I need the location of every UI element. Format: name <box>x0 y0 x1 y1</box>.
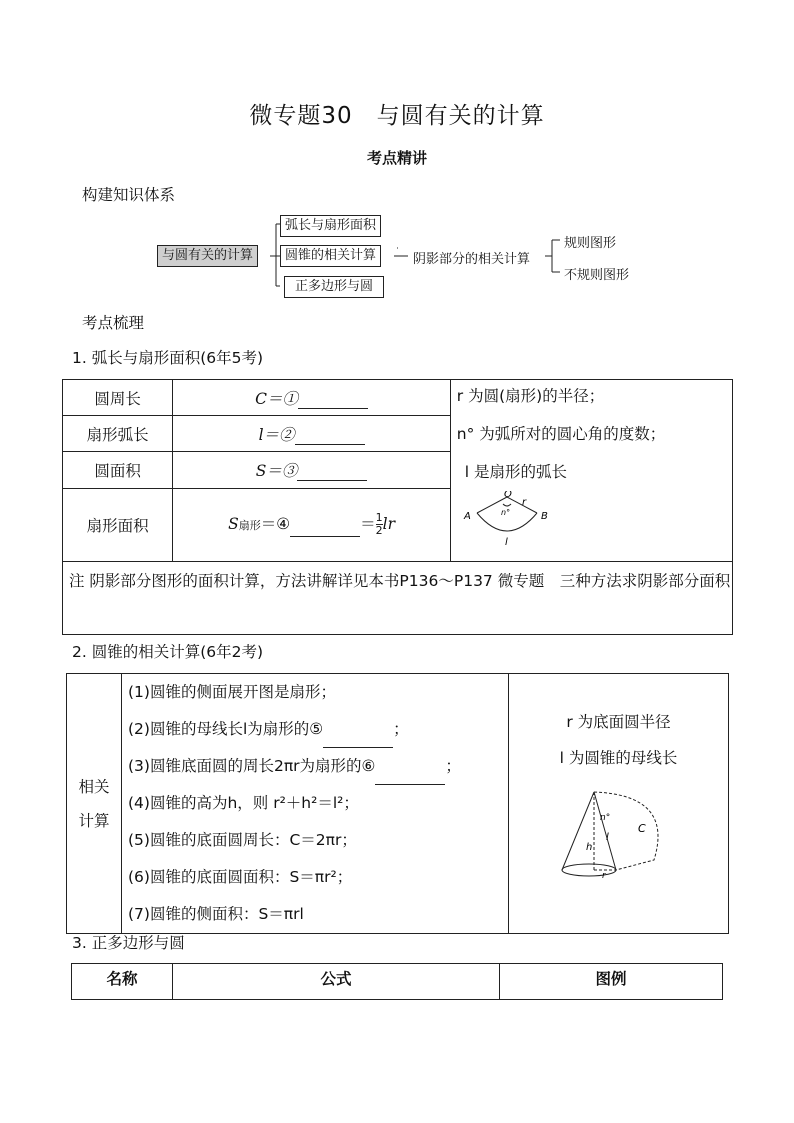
page-subtitle: 考点精讲 <box>366 149 427 167</box>
mindmap-branch-cone: 圆锥的相关计算 <box>280 245 381 267</box>
column-header-name: 名称 <box>72 964 173 1000</box>
list-item: (6)圆锥的底面圆面积：S＝πr²； <box>128 868 353 886</box>
semicolon: ； <box>393 720 409 738</box>
formula-text: S <box>228 515 239 534</box>
formula-text: l＝② <box>258 425 295 444</box>
fraction <box>376 512 383 537</box>
mindmap-root: 与圆有关的计算 <box>157 245 258 267</box>
fraction-denominator: 2 <box>375 524 383 538</box>
label-O: O <box>503 491 512 500</box>
formula-text: ＝④ <box>260 515 291 534</box>
note-slant-height: l 为圆锥的母线长 <box>559 749 678 767</box>
note-arc: l 是扇形的弧长 <box>464 463 568 481</box>
formula-text: lr <box>382 515 396 534</box>
sector-figure <box>459 491 569 557</box>
list-item: (1)圆锥的侧面展开图是扇形； <box>128 683 336 701</box>
formula-subscript: 扇形 <box>238 519 261 533</box>
formula-text: S＝③ <box>255 461 298 480</box>
mindmap-branch-arc: 弧长与扇形面积 <box>280 215 381 237</box>
cone-table <box>66 673 729 934</box>
mindmap-branch-polygon: 正多边形与圆 <box>284 276 384 298</box>
label-n: n° <box>500 508 510 517</box>
note-radius: r 为圆(扇形)的半径； <box>456 387 605 405</box>
answer-blank <box>290 520 360 537</box>
mindmap-leaf-regular: 规则图形 <box>564 236 617 251</box>
shadow-area-note: 注 阴影部分图形的面积计算，方法讲解详见本书P136～P137 微专题 三种方法求阴影部分面积 <box>63 562 733 635</box>
formula-text: C＝① <box>255 389 299 408</box>
item-text: (2)圆锥的母线长l为扇形的⑤ <box>128 720 324 738</box>
label-line-1: 相关 <box>78 777 110 796</box>
polygon-table <box>71 963 723 1000</box>
note-base-radius: r 为底面圆半径 <box>566 713 671 731</box>
formula-text: ＝ <box>360 515 376 534</box>
note-angle: n° 为弧所对的圆心角的度数； <box>456 425 666 443</box>
row-name: 圆周长 <box>63 380 173 416</box>
list-item: (7)圆锥的侧面积：S＝πrl <box>128 905 304 923</box>
label-l: l <box>504 537 508 548</box>
section-1-heading: 1. 弧长与扇形面积(6年5考) <box>72 349 264 367</box>
list-item <box>128 748 508 785</box>
label-r: r <box>601 871 606 881</box>
label-r: r <box>521 497 526 508</box>
section-combing-heading: 考点梳理 <box>82 314 145 332</box>
list-item: (5)圆锥的底面圆周长：C＝2πr； <box>128 831 357 849</box>
semicolon: ； <box>445 757 461 775</box>
table-header-row <box>72 964 723 1000</box>
answer-blank <box>323 731 393 748</box>
arc-sector-table <box>62 379 733 635</box>
answer-blank <box>375 768 445 785</box>
cone-figure <box>554 790 684 890</box>
label-C: C <box>637 822 646 835</box>
table-row <box>63 562 733 635</box>
item-text: (3)圆锥底面圆的周长2πr为扇形的⑥ <box>128 757 376 775</box>
label-line-2: 计算 <box>78 811 110 830</box>
cone-items-cell <box>122 674 509 934</box>
row-name: 圆面积 <box>63 452 173 488</box>
column-header-illustration: 图例 <box>500 964 723 1000</box>
row-formula <box>173 488 450 561</box>
section-2-heading: 2. 圆锥的相关计算(6年2考) <box>72 643 264 661</box>
answer-blank <box>295 428 365 445</box>
section-knowledge-heading: 构建知识体系 <box>82 186 176 204</box>
list-item <box>128 711 508 748</box>
mindmap-leaf-irregular: 不规则图形 <box>564 268 630 283</box>
table-row <box>63 380 733 416</box>
label-l: l <box>605 832 609 843</box>
list-item: (4)圆锥的高为h，则 r²＋h²＝l²； <box>128 794 359 812</box>
label-A: A <box>463 511 471 522</box>
sector-notes-cell <box>450 380 732 562</box>
row-formula <box>173 380 450 416</box>
row-formula <box>173 452 450 488</box>
fraction-numerator: 1 <box>375 511 383 525</box>
mindmap-sub-shadow: 阴影部分的相关计算 <box>413 252 531 267</box>
related-calc-label <box>67 674 122 934</box>
answer-blank <box>297 464 367 481</box>
page-title: 微专题30 与圆有关的计算 <box>249 103 545 129</box>
label-n: n° <box>599 813 610 823</box>
cone-notes-cell <box>509 674 729 934</box>
label-B: B <box>540 511 548 522</box>
row-name: 扇形面积 <box>63 488 173 561</box>
label-h: h <box>585 842 592 853</box>
section-3-heading: 3. 正多边形与圆 <box>72 934 185 952</box>
answer-blank <box>298 392 368 409</box>
column-header-formula: 公式 <box>173 964 500 1000</box>
row-formula <box>173 416 450 452</box>
table-row <box>67 674 729 934</box>
row-name: 扇形弧长 <box>63 416 173 452</box>
